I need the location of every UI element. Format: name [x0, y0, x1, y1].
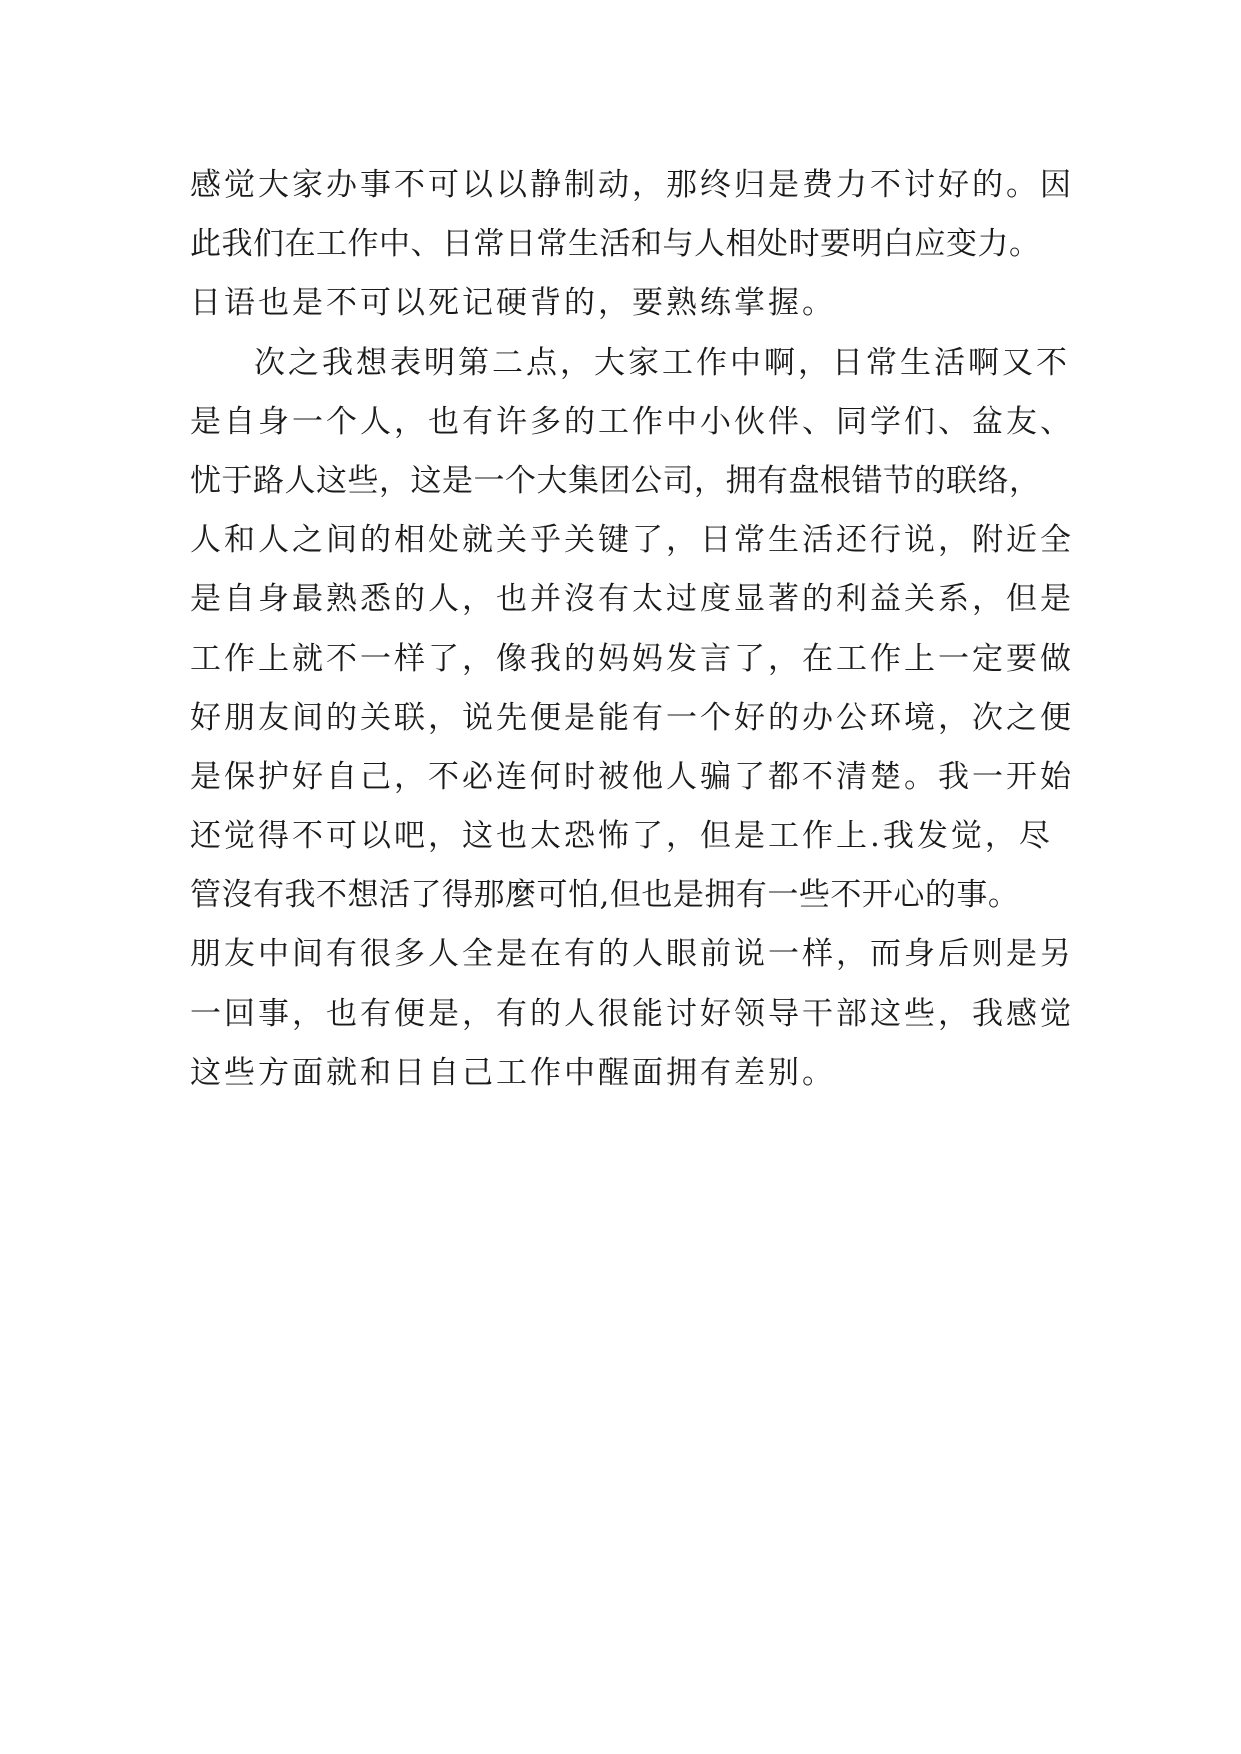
- text-line: 次之我想表明第二点，大家工作中啊，日常生活啊又不: [254, 344, 1070, 381]
- text-line: 是自身最熟悉的人，也并沒有太过度显著的利益关系，但是: [190, 581, 1074, 618]
- text-line: 工作上就不一样了，像我的妈妈发言了，在工作上一定要做: [190, 640, 1074, 677]
- text-line: 还觉得不可以吧，这也太恐怖了，但是工作上.我发觉，尽: [190, 818, 1053, 855]
- document-body: [190, 156, 1090, 1103]
- text-line: 是保护好自己，不必连何时被他人骗了都不清楚。我一开始: [190, 758, 1074, 795]
- paragraph-1: [190, 156, 1090, 334]
- text-line: 此我们在工作中、日常日常生活和与人相处时要明白应变力。: [190, 226, 1041, 263]
- text-line: 一回事，也有便是，有的人很能讨好领导干部这些，我感觉: [190, 995, 1074, 1032]
- text-line: 忧于路人这些，这是一个大集团公司，拥有盘根错节的联络，: [190, 462, 1041, 499]
- paragraph-2: [190, 334, 1090, 1103]
- text-line: 人和人之间的相处就关乎关键了，日常生活还行说，附近全: [190, 522, 1074, 559]
- text-line: 是自身一个人，也有许多的工作中小伙伴、同学们、盆友、: [190, 403, 1074, 440]
- text-line: 这些方面就和日自己工作中醒面拥有差别。: [190, 1054, 836, 1091]
- text-line: 好朋友间的关联，说先便是能有一个好的办公环境，次之便: [190, 699, 1074, 736]
- text-line: 管沒有我不想活了得那麼可怕,但也是拥有一些不开心的事。: [190, 877, 1020, 914]
- text-line: 日语也是不可以死记硬背的，要熟练掌握。: [190, 285, 836, 322]
- text-line: 朋友中间有很多人全是在有的人眼前说一样，而身后则是另: [190, 936, 1074, 973]
- text-line: 感觉大家办事不可以以静制动，那终归是费力不讨好的。因: [190, 167, 1074, 203]
